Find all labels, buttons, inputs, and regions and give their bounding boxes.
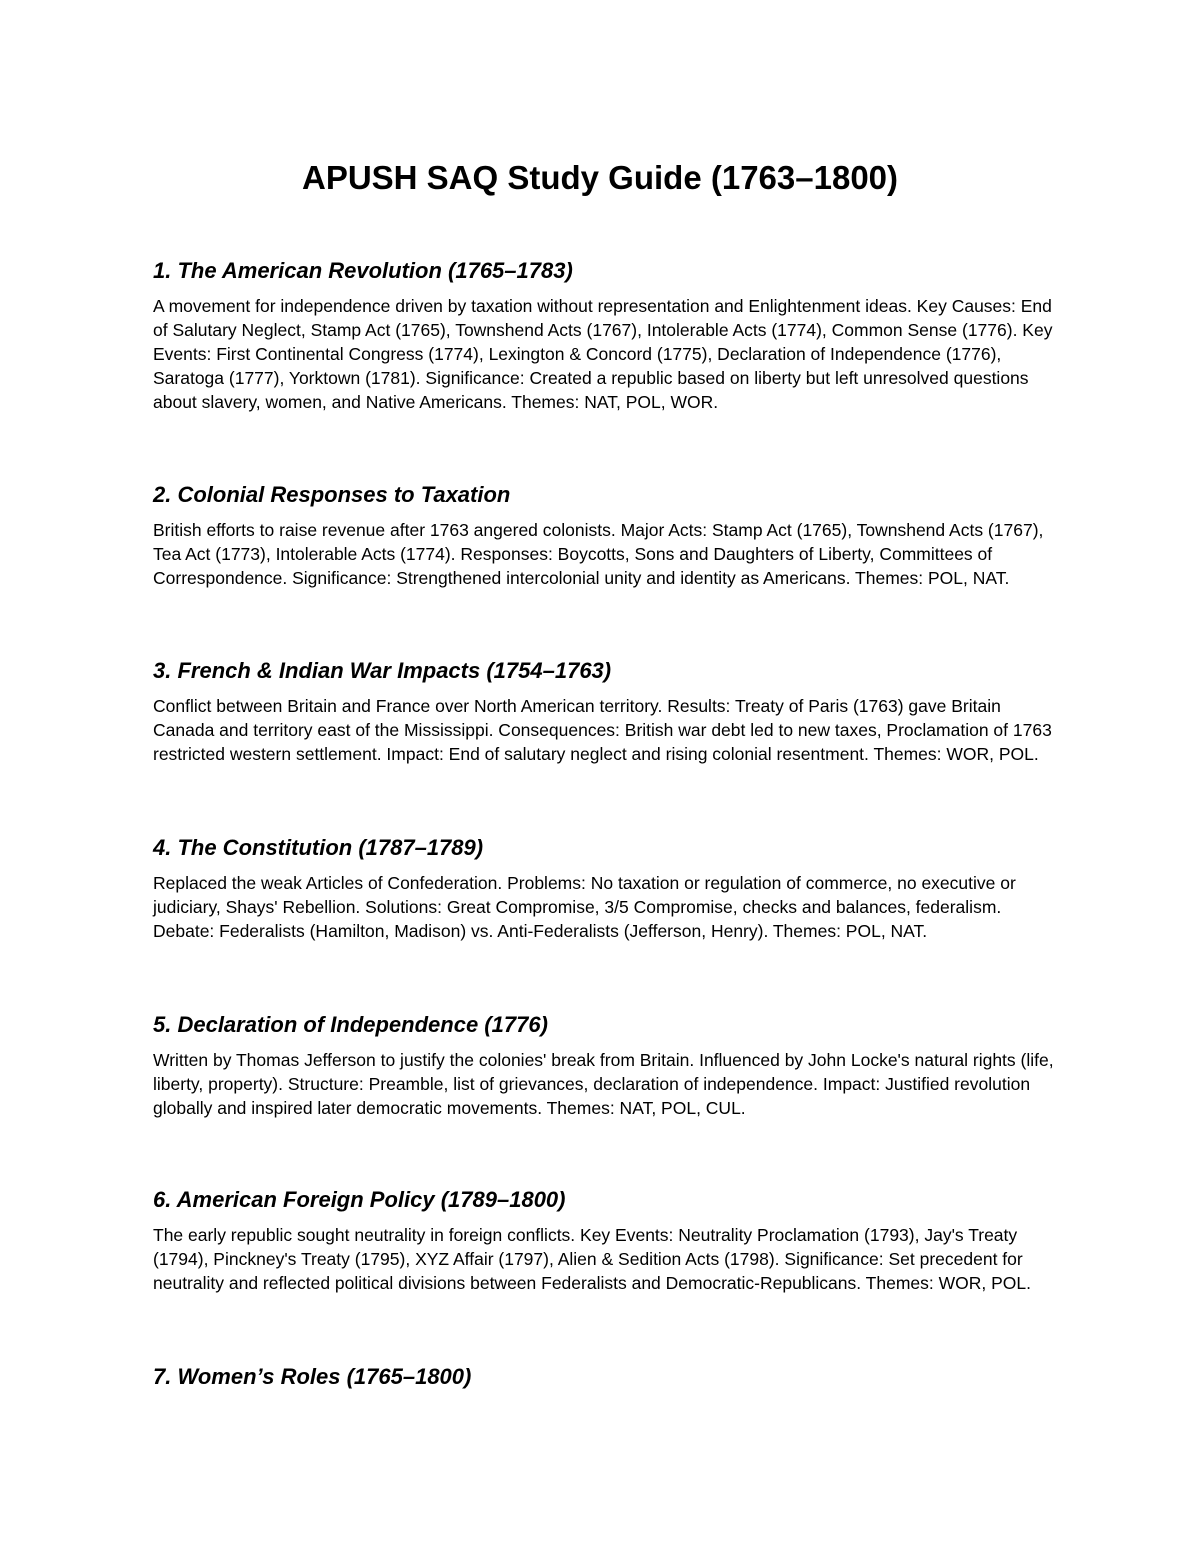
section-constitution [153,833,1058,943]
section-heading: 5. Declaration of Independence (1776) [153,1012,548,1037]
section-womens-roles [153,1362,1058,1392]
section-body: Written by Thomas Jefferson to justify the colonies' break from Britain. Influenced by John Locke's natural rights (life, liberty, property). Structure: Preamble, list of grievances, declaration of independence. Impact: Justified revolution globally and inspired later democratic movements. Themes: NAT, POL, CUL. [153,1050,1054,1118]
section-french-indian-war [153,656,1058,766]
section-foreign-policy [153,1185,1058,1295]
section-american-revolution [153,256,1058,414]
section-heading: 2. Colonial Responses to Taxation [153,482,511,507]
document-title: APUSH SAQ Study Guide (1763–1800) [301,159,899,196]
section-body: The early republic sought neutrality in foreign conflicts. Key Events: Neutrality Proclamation (1793), Jay's Treaty (1794), Pinckney's Treaty (1795), XYZ Affair (1797), Alien & Sedition Acts (1798). Significance: Set precedent for neutrality and reflected political divisions between Federalists and Democratic-Republicans. Themes: WOR, POL. [153,1225,1031,1293]
section-heading: 6. American Foreign Policy (1789–1800) [153,1187,566,1212]
section-body: Conflict between Britain and France over North American territory. Results: Treaty of Paris (1763) gave Britain Canada and territory east of the Mississippi. Consequences: British war debt led to new taxes, Proclamation of 1763 restricted western settlement. Impact: End of salutary neglect and rising colonial resentment. Themes: WOR, POL. [153,696,1052,764]
section-heading: 4. The Constitution (1787–1789) [153,835,484,860]
section-body: British efforts to raise revenue after 1763 angered colonists. Major Acts: Stamp Act (1765), Townshend Acts (1767), Tea Act (1773), Intolerable Acts (1774). Responses: Boycotts, Sons and Daughters of Liberty, Committees of Correspondence. Significance: Strengthened intercolonial unity and identity as Americans. Themes: POL, NAT. [153,520,1044,588]
section-heading: 7. Women’s Roles (1765–1800) [153,1364,472,1389]
section-heading: 1. The American Revolution (1765–1783) [153,258,573,283]
section-colonial-responses [153,480,1058,590]
section-heading: 3. French & Indian War Impacts (1754–1763) [153,658,612,683]
section-declaration [153,1010,1058,1120]
section-body: Replaced the weak Articles of Confederation. Problems: No taxation or regulation of commerce, no executive or judiciary, Shays' Rebellion. Solutions: Great Compromise, 3/5 Compromise, checks and balances, federalism. Debate: Federalists (Hamilton, Madison) vs. Anti-Federalists (Jefferson, Henry). Themes: POL, NAT. [153,873,1016,941]
section-body: A movement for independence driven by taxation without representation and Enlightenment ideas. Key Causes: End of Salutary Neglect, Stamp Act (1765), Townshend Acts (1767), Intolerable Acts (1774), Common Sense (1776). Key Events: First Continental Congress (1774), Lexington & Concord (1775), Declaration of Independence (1776), Saratoga (1777), Yorktown (1781). Significance: Created a republic based on liberty but left unresolved questions about slavery, women, and Native Americans. Themes: NAT, POL, WOR. [153,296,1053,412]
